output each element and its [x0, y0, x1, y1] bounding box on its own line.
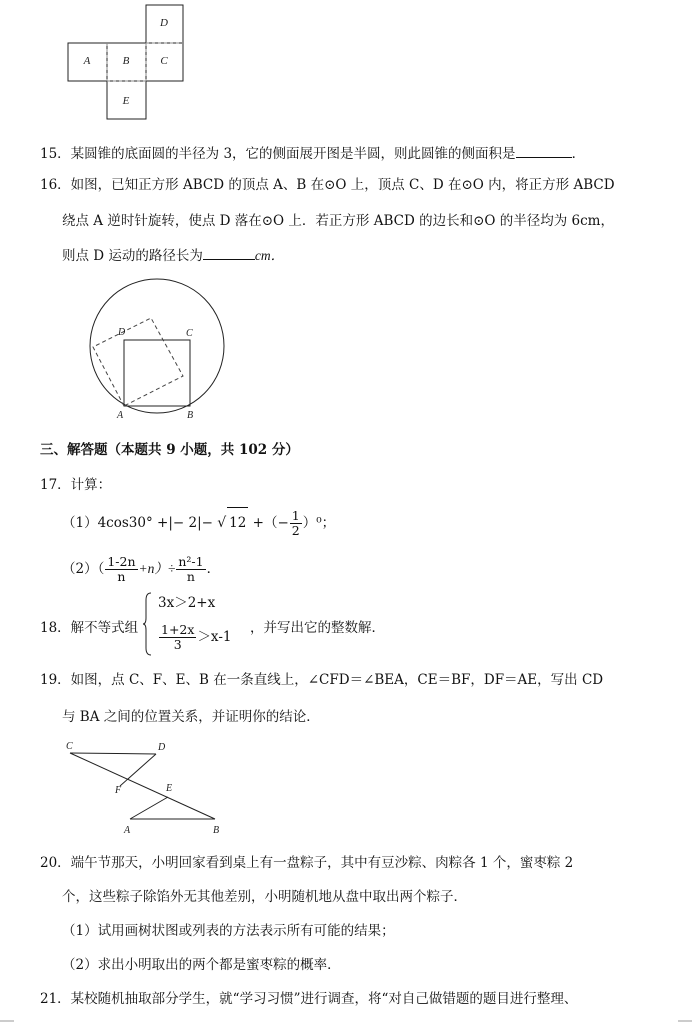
fraction-1-2x-over-3: $\frac{1+2x}{3}$	[161, 622, 195, 652]
question-17-part-2: （2）（ $\frac{1-2n}{n}$ +n）÷ $\frac{\text{n²-1}}{n}$ ．	[62, 554, 221, 584]
fig19-label-c: C	[66, 741, 73, 752]
question-19-line-1: 19．如图，点 C、F、E、B 在一条直线上，∠CFD＝∠BEA，CE＝BF，DF＝AE，写出 CD	[40, 672, 604, 688]
fraction-1-2n-over-n: $\frac{1-2n}{n}$	[107, 554, 136, 584]
sqrt-12: 12	[227, 507, 248, 538]
fraction-one-half: $\frac{1}{2}$	[291, 508, 300, 538]
inequality-1: 3x＞2+x	[158, 595, 216, 611]
question-20-line-2: 个，这些粽子除馅外无其他差别，小明随机地从盘中取出两个粽子．	[62, 889, 467, 905]
fig16-label-d: D	[118, 327, 126, 338]
question-20-line-3: （1）试用画树状图或列表的方法表示所有可能的结果；	[62, 923, 395, 939]
fig19-label-b: B	[213, 825, 220, 836]
section-3-title: 三、解答题（本题共 9 小题，共 102 分）	[40, 442, 299, 458]
question-17-part-1: （1）4cos30° +|− 2|− √ 12 +（− $\frac{1}{2}$ ）⁰；	[62, 508, 336, 538]
net-label-a: A	[83, 55, 91, 67]
question-21-line-1: 21．某校随机抽取部分学生，就“学习习惯”进行调查，将“对自己做错题的题目进行整理、	[40, 991, 578, 1007]
question-20-line-1: 20．端午节那天，小明回家看到桌上有一盘粽子，其中有豆沙粽、肉粽各 1 个，蜜枣粽 2	[40, 855, 574, 871]
question-16-line-2: 绕点 A 逆时针旋转，使点 D 落在⊙O 上．若正方形 ABCD 的边长和⊙O 的半径均为 6cm，	[62, 213, 614, 229]
fig16-label-b: B	[187, 410, 194, 421]
fraction-n2-1-over-n: $\frac{\text{n²-1}}{n}$	[178, 554, 204, 584]
question-18-tail: ，并写出它的整数解．	[250, 620, 385, 636]
question-16-line-3: 则点 D 运动的路径长为 cm．	[62, 245, 284, 266]
question-18-label: 18．解不等式组	[40, 620, 139, 636]
net-label-b: B	[122, 55, 130, 67]
fig19-label-d: D	[158, 742, 166, 753]
net-label-d: D	[160, 17, 168, 29]
question-19-line-2: 与 BA 之间的位置关系，并证明你的结论．	[62, 709, 320, 725]
question-20-line-4: （2）求出小明取出的两个都是蜜枣粽的概率．	[62, 957, 341, 973]
fig16-label-a: A	[117, 410, 124, 421]
fig19-label-f: F	[115, 785, 122, 796]
question-15: 15．某圆锥的底面圆的半径为 3，它的侧面展开图是半圆，则此圆锥的侧面积是 ．	[40, 143, 585, 164]
question-17-title: 17．计算：	[40, 477, 112, 493]
fig19-label-a: A	[124, 825, 131, 836]
question-16-line-1: 16．如图，已知正方形 ABCD 的顶点 A、B 在⊙O 上，顶点 C、D 在⊙O 内，将正方形 ABCD	[40, 177, 615, 193]
fig16-label-c: C	[186, 328, 193, 339]
fig19-label-e: E	[166, 783, 173, 794]
net-label-c: C	[160, 55, 168, 67]
net-label-e: E	[122, 95, 130, 107]
inequality-2: $\frac{1+2x}{3}$ ＞x-1	[161, 622, 232, 652]
